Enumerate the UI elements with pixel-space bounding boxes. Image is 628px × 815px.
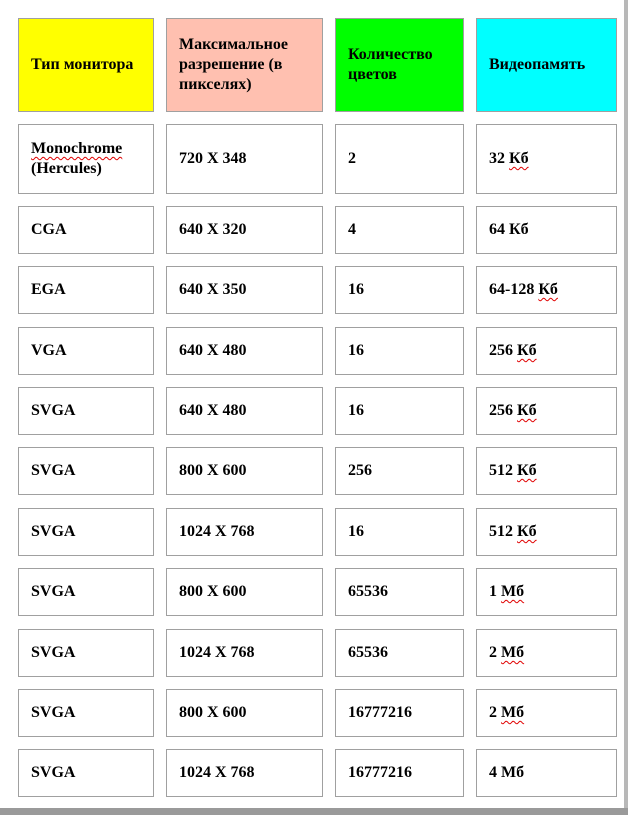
table-cell-resolution bbox=[166, 387, 323, 435]
cell-text: CGA bbox=[31, 221, 67, 238]
cell-text: 640 X 480 bbox=[179, 342, 247, 359]
table-cell-type bbox=[18, 508, 154, 556]
table-cell-colors bbox=[335, 124, 464, 194]
table-cell-colors bbox=[335, 206, 464, 254]
cell-text: 640 X 350 bbox=[179, 281, 247, 298]
table-cell-memory bbox=[476, 689, 617, 737]
table-cell-colors bbox=[335, 327, 464, 375]
cell-text: 640 X 480 bbox=[179, 402, 247, 419]
table-cell-memory bbox=[476, 749, 617, 797]
table-cell-resolution bbox=[166, 206, 323, 254]
cell-text: 2 bbox=[348, 150, 356, 167]
header-label: Максимальное разрешение (в пикселях) bbox=[179, 36, 288, 93]
table-cell-memory bbox=[476, 124, 617, 194]
header-max-resolution bbox=[166, 18, 323, 112]
table-cell-type bbox=[18, 327, 154, 375]
table-cell-resolution bbox=[166, 124, 323, 194]
cell-text: SVGA bbox=[31, 523, 76, 540]
cell-text: 720 X 348 bbox=[179, 150, 247, 167]
cell-text: 512 Кб bbox=[489, 462, 537, 479]
table-cell-colors bbox=[335, 629, 464, 677]
spellcheck-mark: Monochrome bbox=[31, 140, 123, 157]
cell-text: 16 bbox=[348, 342, 364, 359]
header-video-memory bbox=[476, 18, 617, 112]
page-shadow-bottom bbox=[0, 808, 628, 815]
table-cell-colors bbox=[335, 508, 464, 556]
cell-text: SVGA bbox=[31, 704, 76, 721]
header-monitor-type bbox=[18, 18, 154, 112]
table-cell-memory bbox=[476, 327, 617, 375]
table-cell-memory bbox=[476, 447, 617, 495]
header-label: Видеопамять bbox=[489, 56, 586, 73]
header-color-count bbox=[335, 18, 464, 112]
cell-text: 800 X 600 bbox=[179, 583, 247, 600]
cell-text: 16 bbox=[348, 402, 364, 419]
header-label: Тип монитора bbox=[31, 56, 134, 73]
table-cell-resolution bbox=[166, 266, 323, 314]
cell-text: 16 bbox=[348, 523, 364, 540]
header-label: Количество цветов bbox=[348, 46, 433, 83]
spellcheck-mark: Мб bbox=[501, 704, 525, 721]
cell-text: 64 Кб bbox=[489, 221, 529, 238]
cell-text: 32 Кб bbox=[489, 150, 529, 167]
table-cell-memory bbox=[476, 508, 617, 556]
table-cell-colors bbox=[335, 568, 464, 616]
cell-text: 64-128 Кб bbox=[489, 281, 558, 298]
cell-text: 1 Мб bbox=[489, 583, 525, 600]
cell-text: SVGA bbox=[31, 462, 76, 479]
table-cell-resolution bbox=[166, 447, 323, 495]
cell-text: 1024 X 768 bbox=[179, 644, 255, 661]
spellcheck-mark: Кб bbox=[509, 150, 529, 167]
table-cell-resolution bbox=[166, 689, 323, 737]
table-cell-type bbox=[18, 749, 154, 797]
table-cell-resolution bbox=[166, 568, 323, 616]
cell-text: 800 X 600 bbox=[179, 462, 247, 479]
table-cell-resolution bbox=[166, 629, 323, 677]
table-cell-colors bbox=[335, 689, 464, 737]
table-cell-type bbox=[18, 124, 154, 194]
cell-text: EGA bbox=[31, 281, 66, 298]
cell-text: 16777216 bbox=[348, 764, 412, 781]
spellcheck-mark: Кб bbox=[517, 402, 537, 419]
cell-text: SVGA bbox=[31, 402, 76, 419]
table-cell-colors bbox=[335, 387, 464, 435]
cell-text: 65536 bbox=[348, 644, 388, 661]
cell-text: 1024 X 768 bbox=[179, 523, 255, 540]
spellcheck-mark: Кб bbox=[517, 523, 537, 540]
table-cell-colors bbox=[335, 749, 464, 797]
cell-text: 512 Кб bbox=[489, 523, 537, 540]
cell-text: SVGA bbox=[31, 644, 76, 661]
spellcheck-mark: Кб bbox=[517, 342, 537, 359]
cell-text: 2 Мб bbox=[489, 704, 525, 721]
cell-text: 16 bbox=[348, 281, 364, 298]
spellcheck-mark: Кб bbox=[538, 281, 558, 298]
cell-text: 2 Мб bbox=[489, 644, 525, 661]
table-cell-colors bbox=[335, 266, 464, 314]
cell-text: 65536 bbox=[348, 583, 388, 600]
cell-text: 256 Кб bbox=[489, 402, 537, 419]
cell-text: 256 bbox=[348, 462, 372, 479]
table-cell-resolution bbox=[166, 749, 323, 797]
table-cell-resolution bbox=[166, 508, 323, 556]
table-cell-memory bbox=[476, 206, 617, 254]
cell-text: SVGA bbox=[31, 583, 76, 600]
cell-text: Monochrome (Hercules) bbox=[31, 140, 123, 177]
page-shadow-right bbox=[624, 0, 628, 815]
cell-text: 256 Кб bbox=[489, 342, 537, 359]
table-cell-colors bbox=[335, 447, 464, 495]
table-cell-type bbox=[18, 629, 154, 677]
cell-text: SVGA bbox=[31, 764, 76, 781]
table-cell-memory bbox=[476, 629, 617, 677]
table-cell-type bbox=[18, 568, 154, 616]
table-cell-type bbox=[18, 266, 154, 314]
cell-text: 4 Мб bbox=[489, 764, 525, 781]
table-cell-resolution bbox=[166, 327, 323, 375]
table-cell-type bbox=[18, 689, 154, 737]
table-cell-type bbox=[18, 206, 154, 254]
cell-text: 1024 X 768 bbox=[179, 764, 255, 781]
cell-text: 4 bbox=[348, 221, 356, 238]
cell-text: VGA bbox=[31, 342, 67, 359]
spellcheck-mark: Мб bbox=[501, 583, 525, 600]
cell-text: 800 X 600 bbox=[179, 704, 247, 721]
table-cell-memory bbox=[476, 387, 617, 435]
table-cell-memory bbox=[476, 568, 617, 616]
spellcheck-mark: Кб bbox=[517, 462, 537, 479]
cell-text: 16777216 bbox=[348, 704, 412, 721]
cell-text: 640 X 320 bbox=[179, 221, 247, 238]
spellcheck-mark: Мб bbox=[501, 644, 525, 661]
table-cell-memory bbox=[476, 266, 617, 314]
table-cell-type bbox=[18, 387, 154, 435]
table-cell-type bbox=[18, 447, 154, 495]
